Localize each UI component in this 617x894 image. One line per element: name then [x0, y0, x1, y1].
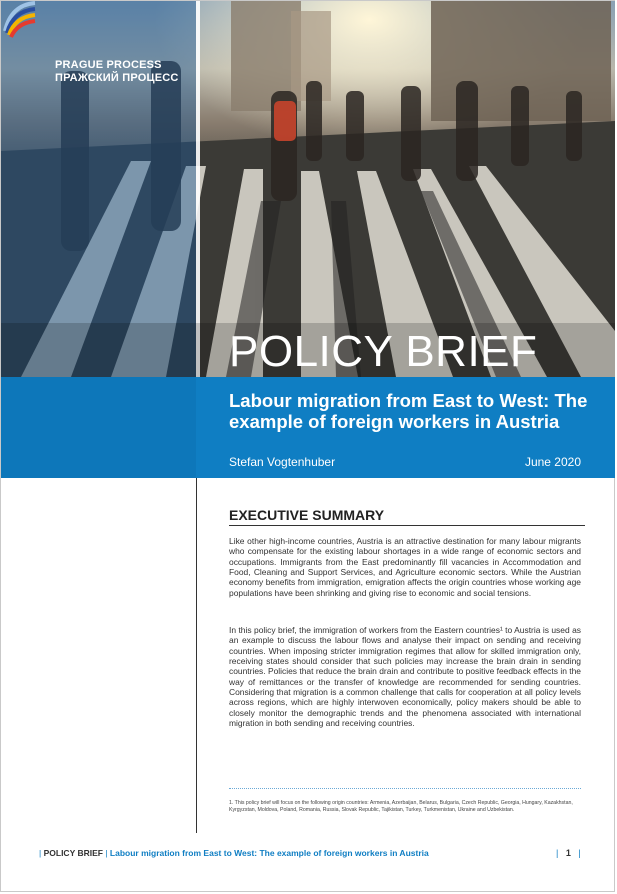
- title-band-left: [1, 377, 196, 478]
- footer-label: POLICY BRIEF: [43, 848, 103, 858]
- footnote-separator: [229, 788, 581, 789]
- column-divider: [196, 478, 197, 833]
- summary-paragraph-2: In this policy brief, the immigration of workers from the Eastern countries¹ to Austria is used as an example to discuss the labour flows and analyse their impact on sending and receiving countries. When imposing stricter immigration regimes that allow for skilled immigration only, receiving states should consider that such policies may increase the brain drain in sending countries. Policies that reduce the brain drain and contribute to positive feedback effects in the way of remittances or the transfer of knowledge are recommended for sending countries. Considering that migration is a common challenge that calls for cooperation at all policy levels across regions, which are highly interwoven economically, policy makers should be able to closely monitor the demographic trends and the phenomena associated with international migration in both sending and receiving countries.: [229, 625, 581, 729]
- footer-separator: |: [39, 848, 42, 858]
- heading-rule: [229, 525, 585, 526]
- page-number-separator: |: [578, 848, 581, 858]
- page-footer: [39, 848, 429, 858]
- logo-wordmark: [55, 59, 179, 85]
- summary-paragraph-1: Like other high-income countries, Austria is an attractive destination for many labour migrants who compensate for the existing labour shortages in a wide range of economic sectors and occupations. Immigrants from the East predominantly fill vacancies in Accommodation and Food, Cleaning and Support Services, and Agriculture economic sectors. While the Austrian economy benefits from immigration, emigration affects the origin countries whose working age populations have been shrinking and giving rise to economic and social tensions.: [229, 536, 581, 598]
- publication-date: June 2020: [524, 455, 581, 469]
- hero-divider: [196, 1, 200, 377]
- author-name: Stefan Vogtenhuber: [229, 455, 336, 469]
- brief-title: Labour migration from East to West: The example of foreign workers in Austria: [229, 390, 588, 432]
- prague-process-logo-icon: [1, 1, 191, 51]
- logo-line-english: PRAGUE PROCESS: [55, 59, 162, 71]
- page-number-separator: |: [556, 848, 559, 858]
- footnote: 1. This policy brief will focus on the following origin countries: Armenia, Azerbaijan, Belarus, Bulgaria, Czech Republic, Georgia, Hungary, Kazakhstan, Kyrgyzstan, Moldova, Poland, Romania, Russia, Slovak Republic, Tajikistan, Turkey, Turkmenistan, Ukraine and Uzbekistan.: [229, 800, 573, 813]
- policy-brief-label: POLICY BRIEF: [229, 327, 538, 376]
- hero-photo: [1, 1, 615, 377]
- footer-title: Labour migration from East to West: The example of foreign workers in Austria: [109, 848, 429, 858]
- logo-line-russian: ПРАЖСКИЙ ПРОЦЕСС: [55, 72, 179, 84]
- section-heading: EXECUTIVE SUMMARY: [229, 507, 385, 523]
- page-number-block: [556, 848, 581, 858]
- footer-separator: |: [105, 848, 108, 858]
- page-number: 1: [565, 848, 571, 858]
- hero-blue-overlay: [1, 1, 196, 377]
